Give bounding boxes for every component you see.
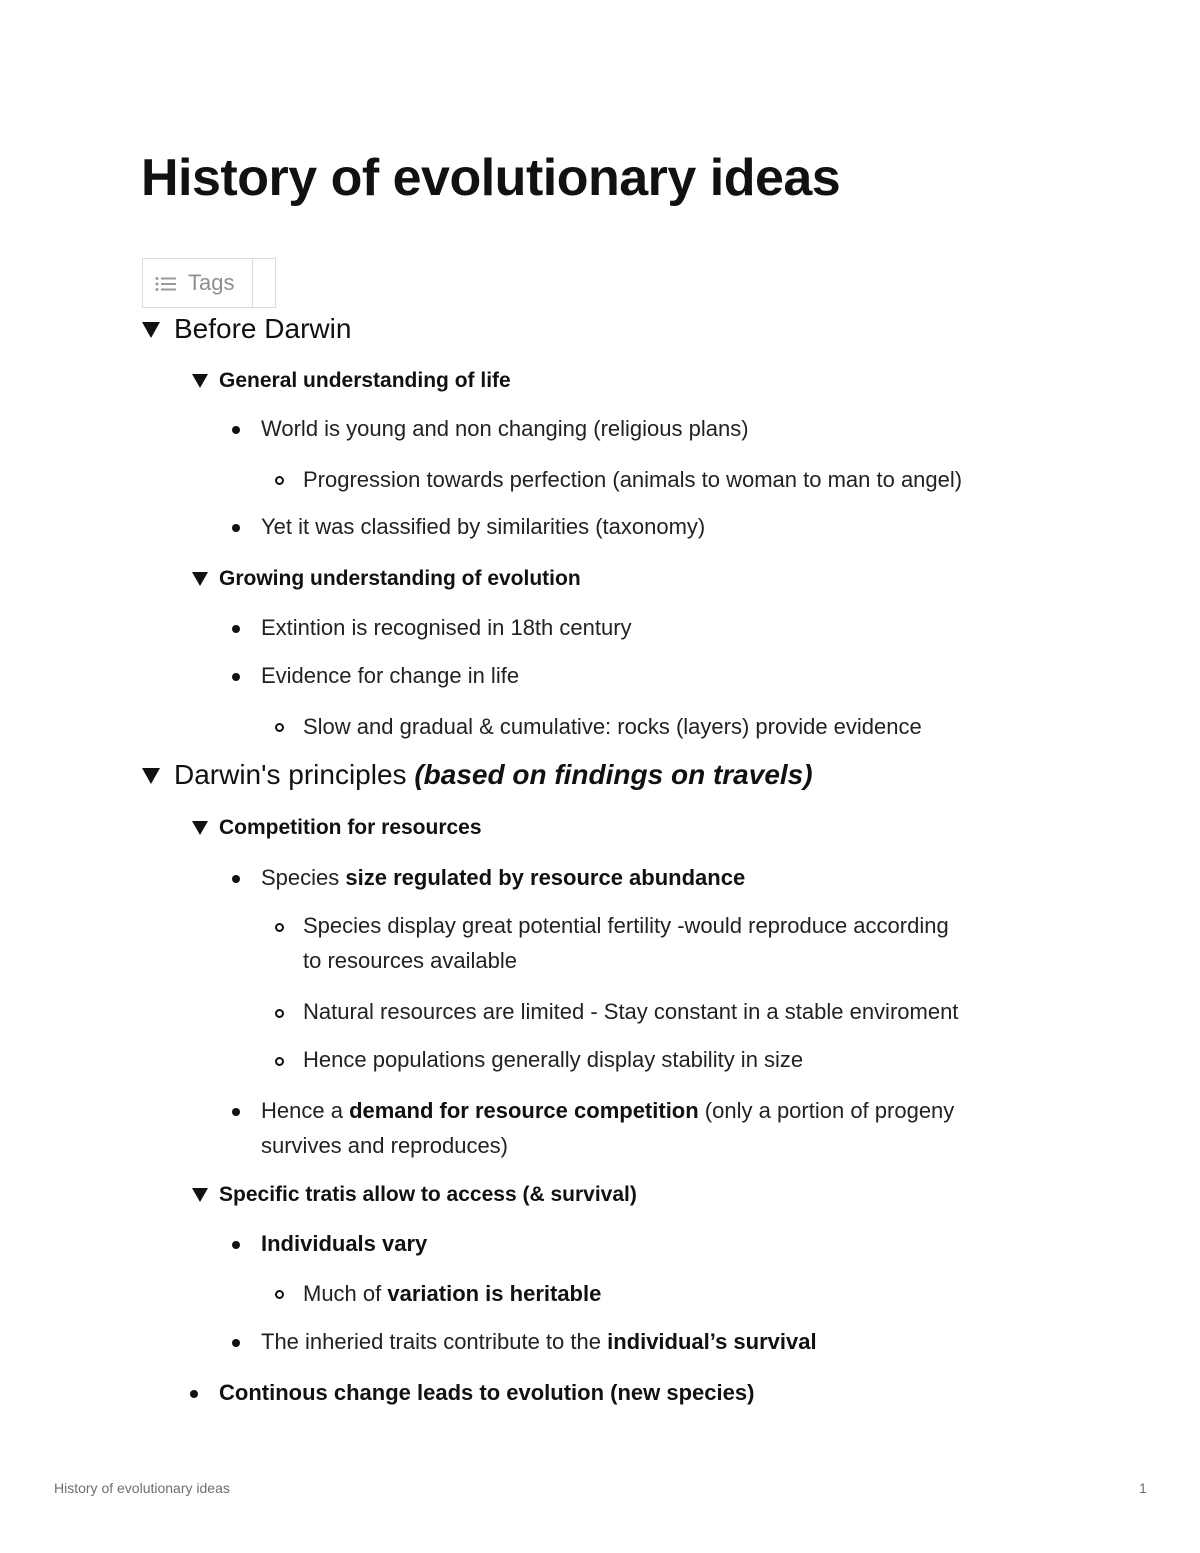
bullet-dot <box>232 1241 240 1249</box>
page-number: 1 <box>1139 1480 1147 1496</box>
bullet-dot <box>232 1108 240 1116</box>
list-item-text <box>303 1276 601 1311</box>
bullet-dot <box>232 875 240 883</box>
text-bold: size regulated by resource abundance <box>345 865 746 890</box>
triangle-down-icon <box>192 572 208 586</box>
sub-bullet-circle <box>275 1057 284 1066</box>
subsection-heading: Specific tratis allow to access (& survival) <box>219 1183 637 1206</box>
subsection-heading: Growing understanding of evolution <box>219 567 581 590</box>
section-heading-wrapper <box>174 758 813 792</box>
page-title: History of evolutionary ideas <box>141 149 841 207</box>
bullet-dot <box>232 1339 240 1347</box>
triangle-down-icon <box>192 374 208 388</box>
tags-divider <box>252 259 253 307</box>
list-item-text: World is young and non changing (religious plans) <box>261 416 749 441</box>
list-item-text <box>261 860 745 895</box>
text-plain: (only a portion of progeny <box>698 1098 955 1123</box>
sub-bullet-circle <box>275 723 284 732</box>
text-plain: The inheried traits contribute to the <box>261 1329 608 1354</box>
list-item-text: Yet it was classified by similarities (taxonomy) <box>261 514 706 539</box>
list-item-text: Hence populations generally display stability in size <box>303 1047 804 1072</box>
text-bold: individual’s survival <box>607 1329 817 1354</box>
section-heading-italic: (based on findings on travels) <box>414 759 813 790</box>
list-item-text <box>261 1324 817 1359</box>
triangle-down-icon <box>142 768 160 784</box>
triangle-down-icon <box>192 821 208 835</box>
list-item-text <box>261 1093 954 1128</box>
list-item-text: Evidence for change in life <box>261 663 520 688</box>
bullet-dot <box>232 673 240 681</box>
bullet-dot <box>232 625 240 633</box>
text-bold: demand for resource competition <box>349 1098 699 1123</box>
text-plain: Much of <box>303 1281 388 1306</box>
text-plain: Hence a <box>261 1098 350 1123</box>
list-icon <box>155 276 177 292</box>
sub-bullet-circle <box>275 476 284 485</box>
list-item-text: Progression towards perfection (animals to woman to man to angel) <box>303 467 963 492</box>
triangle-down-icon <box>192 1188 208 1202</box>
section-heading: Before Darwin <box>174 313 352 344</box>
subsection-heading: General understanding of life <box>219 369 511 392</box>
list-item-text: Extintion is recognised in 18th century <box>261 615 632 640</box>
list-item-text: survives and reproduces) <box>261 1133 509 1158</box>
list-item-text: Natural resources are limited - Stay constant in a stable enviroment <box>303 999 959 1024</box>
section-heading: Darwin's principles <box>174 759 407 790</box>
bullet-dot <box>190 1390 198 1398</box>
text-plain: Species <box>261 865 346 890</box>
list-item-text: to resources available <box>303 948 518 973</box>
footer-title: History of evolutionary ideas <box>54 1480 230 1496</box>
bullet-dot <box>232 524 240 532</box>
text-bold: variation is heritable <box>387 1281 602 1306</box>
sub-bullet-circle <box>275 1290 284 1299</box>
bullet-dot <box>232 426 240 434</box>
tags-property[interactable] <box>142 258 276 308</box>
tags-label: Tags <box>188 270 235 295</box>
list-item-text: Individuals vary <box>261 1231 428 1256</box>
list-item-text: Continous change leads to evolution (new species) <box>219 1380 755 1405</box>
list-item-text: Slow and gradual & cumulative: rocks (layers) provide evidence <box>303 714 922 739</box>
sub-bullet-circle <box>275 923 284 932</box>
list-item-text: Species display great potential fertility -would reproduce according <box>303 913 949 938</box>
subsection-heading: Competition for resources <box>219 816 482 839</box>
triangle-down-icon <box>142 322 160 338</box>
sub-bullet-circle <box>275 1009 284 1018</box>
